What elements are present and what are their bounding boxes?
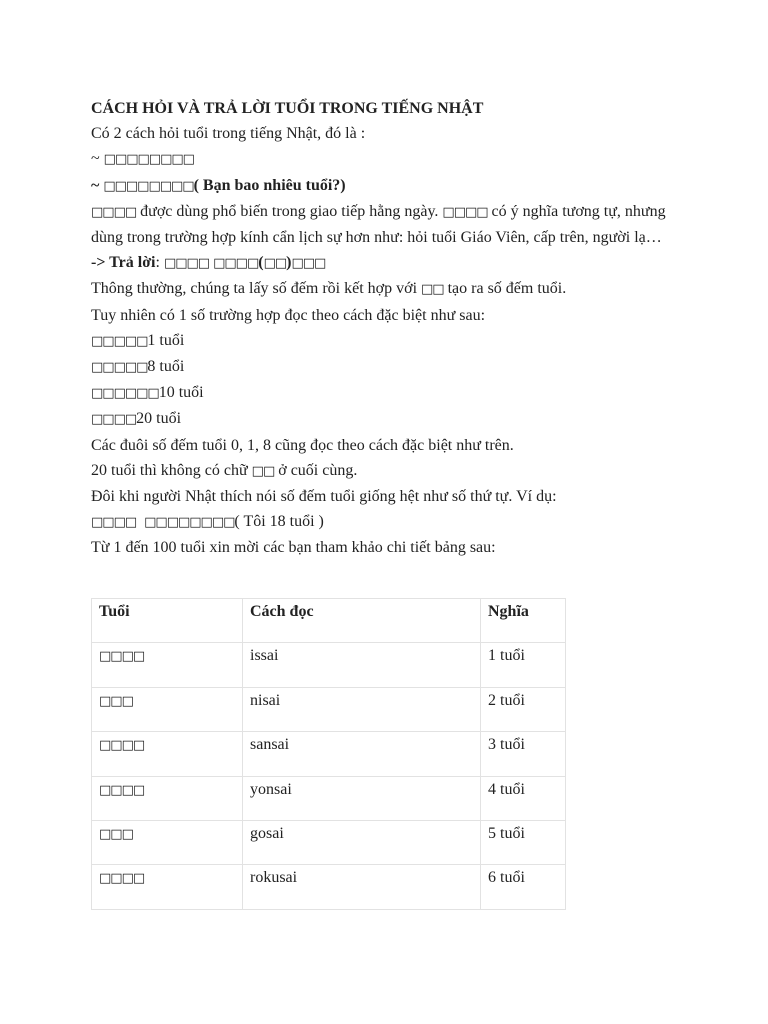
cell-age bbox=[92, 643, 243, 687]
table-header-row bbox=[92, 599, 566, 643]
cell-meaning: 1 tuổi bbox=[481, 643, 566, 687]
cell-reading: gosai bbox=[243, 820, 481, 864]
japanese-text: □□ bbox=[421, 282, 444, 298]
special-case: □□□□□8 tuổi bbox=[91, 358, 185, 376]
japanese-text: □□□□ bbox=[442, 204, 488, 220]
special-case: □□□□20 tuổi bbox=[91, 410, 182, 428]
cell-meaning: 3 tuổi bbox=[481, 732, 566, 776]
japanese-text: □□□□□ bbox=[91, 333, 148, 349]
table-row bbox=[92, 643, 566, 687]
answer-line bbox=[91, 250, 681, 276]
answer-pattern: □□□□ □□□□(□□)□□□ bbox=[163, 254, 326, 272]
japanese-text: □□□□□□□□ bbox=[103, 178, 194, 194]
cell-age bbox=[92, 687, 243, 731]
table-intro: Từ 1 đến 100 tuổi xin mời các bạn tham khảo chi tiết bảng sau: bbox=[91, 539, 496, 557]
japanese-text: □□□□ bbox=[91, 412, 137, 428]
cell-meaning: 4 tuổi bbox=[481, 776, 566, 820]
header-reading: Cách đọc bbox=[243, 599, 481, 643]
ordinal-note: Đôi khi người Nhật thích nói số đếm tuổi giống hệt như số thứ tự. Ví dụ: bbox=[91, 488, 557, 506]
header-meaning: Nghĩa bbox=[481, 599, 566, 643]
intro-text: Có 2 cách hỏi tuổi trong tiếng Nhật, đó là : bbox=[91, 125, 366, 143]
example-sentence: □□□□ □□□□□□□□( Tôi 18 tuổi ) bbox=[91, 513, 324, 531]
japanese-text: □□□□ bbox=[99, 649, 145, 665]
question-polite: ~ □□□□□□□□( Bạn bao nhiêu tuổi?) bbox=[91, 176, 346, 194]
document-title: CÁCH HỎI VÀ TRẢ LỜI TUỔI TRONG TIẾNG NHẬT bbox=[91, 100, 484, 117]
table-row bbox=[92, 865, 566, 909]
table-row bbox=[92, 687, 566, 731]
japanese-text: □□ bbox=[251, 463, 275, 479]
japanese-text: □□□□□□□□ bbox=[144, 515, 235, 531]
document-body bbox=[91, 96, 681, 561]
cell-age bbox=[92, 732, 243, 776]
cell-age bbox=[92, 865, 243, 909]
japanese-text: □□□□ bbox=[99, 782, 145, 798]
cell-reading: yonsai bbox=[243, 776, 481, 820]
cell-age bbox=[92, 776, 243, 820]
cell-reading: sansai bbox=[243, 732, 481, 776]
japanese-text: □□□□□ bbox=[91, 360, 148, 376]
answer-separator: : bbox=[155, 254, 160, 272]
cell-reading: nisai bbox=[243, 687, 481, 731]
question-casual: ~ □□□□□□□□ bbox=[91, 150, 194, 168]
table-row bbox=[92, 776, 566, 820]
suffix-note: Các đuôi số đếm tuổi 0, 1, 8 cũng đọc theo cách đặc biệt như trên. bbox=[91, 436, 514, 454]
answer-label: -> Trả lời bbox=[91, 254, 156, 272]
japanese-text: □□□□□□□□ bbox=[103, 152, 194, 168]
special-case: □□□□□1 tuổi bbox=[91, 331, 185, 349]
japanese-text: □□□ bbox=[99, 693, 133, 709]
japanese-text: □□□□ bbox=[91, 515, 137, 531]
table-row bbox=[92, 820, 566, 864]
twenty-note: 20 tuổi thì không có chữ □□ ở cuối cùng. bbox=[91, 461, 358, 479]
cell-reading: rokusai bbox=[243, 865, 481, 909]
cell-meaning: 5 tuổi bbox=[481, 820, 566, 864]
japanese-text: □□□□ bbox=[91, 204, 137, 220]
japanese-text: □□□□ bbox=[163, 256, 210, 272]
cell-meaning: 6 tuổi bbox=[481, 865, 566, 909]
japanese-text: □□□□□□ bbox=[91, 386, 159, 402]
counting-rule: Thông thường, chúng ta lấy số đếm rồi kết hợp với □□ tạo ra số đếm tuổi. bbox=[91, 280, 567, 298]
japanese-text: □□□□ bbox=[213, 256, 259, 272]
age-reading-table bbox=[91, 598, 566, 910]
header-age: Tuổi bbox=[92, 599, 243, 643]
japanese-text: □□□ bbox=[99, 826, 133, 842]
special-case: □□□□□□10 tuổi bbox=[91, 384, 204, 402]
japanese-text: □□□□ bbox=[99, 871, 145, 887]
table-row bbox=[92, 732, 566, 776]
japanese-text: □□ bbox=[263, 256, 287, 272]
cell-meaning: 2 tuổi bbox=[481, 687, 566, 731]
special-intro: Tuy nhiên có 1 số trường hợp đọc theo cách đặc biệt như sau: bbox=[91, 306, 486, 324]
japanese-text: □□□ bbox=[291, 256, 326, 272]
cell-reading: issai bbox=[243, 643, 481, 687]
japanese-text: □□□□ bbox=[99, 738, 145, 754]
usage-note: □□□□ được dùng phổ biến trong giao tiếp hằng ngày. □□□□ có ý nghĩa tương tự, nhưng dùng trong trường hợp kính cẩn lịch sự hơn như: hỏi tuổi Giáo Viên, cấp trên, người lạ… bbox=[91, 202, 670, 247]
cell-age bbox=[92, 820, 243, 864]
